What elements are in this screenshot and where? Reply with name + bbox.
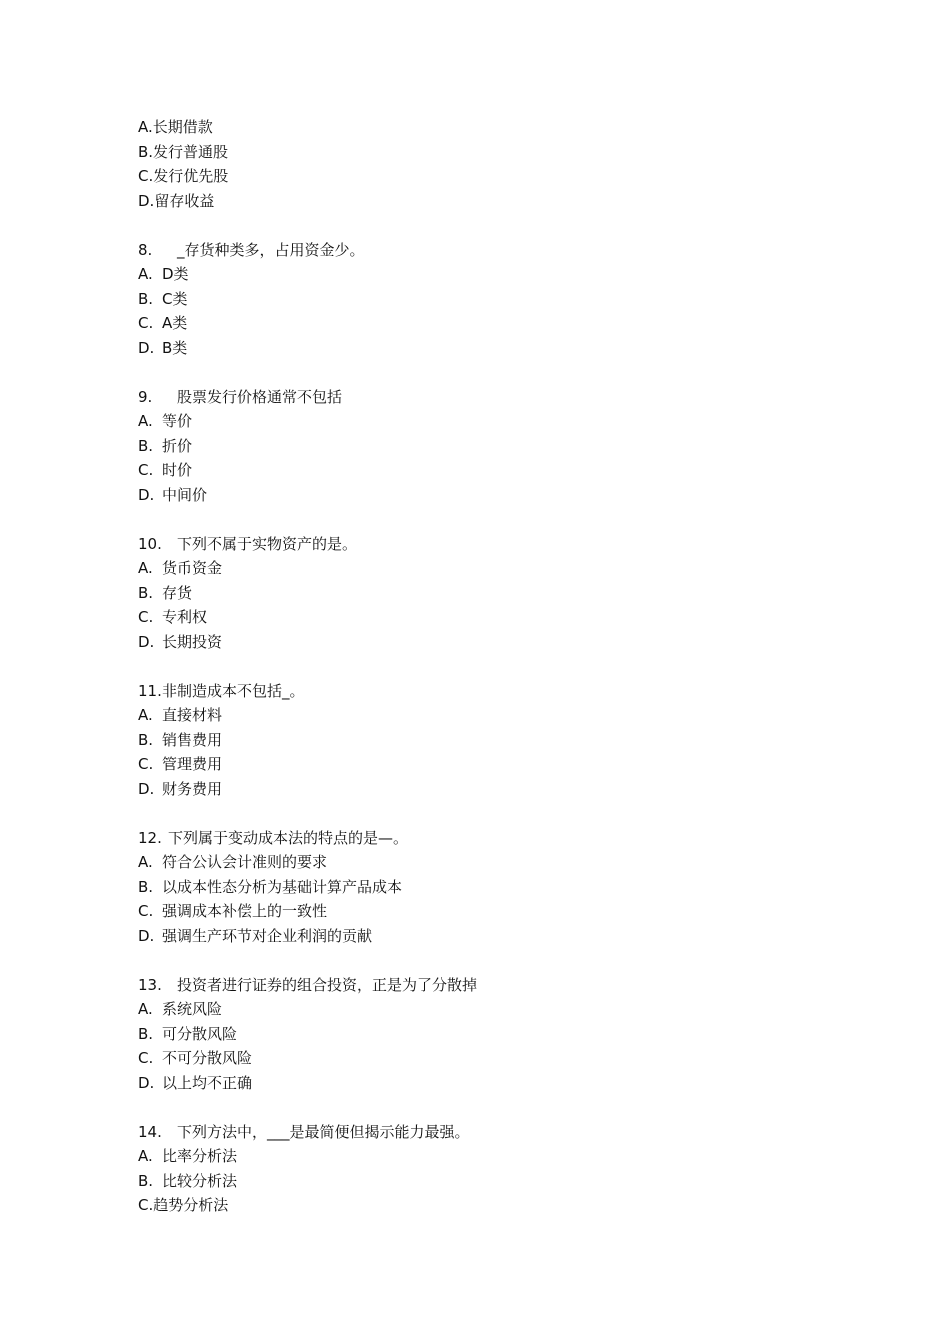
question-text: 投资者进行证券的组合投资，正是为了分散掉	[177, 975, 478, 994]
option-label: B.	[138, 583, 154, 602]
question-text: 股票发行价格通常不包括	[177, 387, 343, 406]
option-text: A类	[162, 314, 188, 332]
question-14-option-c: C.趋势分析法	[138, 1196, 229, 1214]
option-label: B.	[138, 436, 154, 455]
option-label: B.	[138, 1171, 154, 1190]
option-label: D.	[138, 338, 155, 357]
option-text: 中间价	[162, 485, 208, 504]
question-number: 12.	[138, 828, 162, 847]
option-text: 财务费用	[162, 779, 223, 798]
option-text: 不可分散风险	[162, 1049, 253, 1067]
option-label: A.	[138, 1147, 153, 1165]
option-text: 符合公认会计准则的要求	[162, 853, 328, 871]
question-10-option-a	[138, 556, 838, 581]
option-text: 折价	[162, 436, 193, 455]
spacer	[138, 801, 838, 826]
option-text: 以上均不正确	[162, 1073, 253, 1092]
option-label: C.	[138, 608, 154, 626]
question-13-stem	[138, 973, 838, 998]
option-text: 比较分析法	[162, 1171, 238, 1190]
question-10-stem	[138, 532, 838, 557]
question-14-option-b	[138, 1169, 838, 1194]
option-text: 强调成本补偿上的一致性	[162, 902, 328, 920]
option-text: 可分散风险	[162, 1024, 238, 1043]
question-list	[138, 115, 838, 1218]
lead-option-d: D.留存收益	[138, 191, 215, 210]
question-13-option-b	[138, 1022, 838, 1047]
spacer	[138, 507, 838, 532]
option-label: D.	[138, 779, 155, 798]
question-13-option-a	[138, 997, 838, 1022]
question-number: 10.	[138, 534, 162, 553]
option-label: B.	[138, 1024, 154, 1043]
question-number: 9.	[138, 387, 153, 406]
spacer	[138, 213, 838, 238]
spacer	[138, 360, 838, 385]
option-label: D.	[138, 632, 155, 651]
lead-option-b: B.发行普通股	[138, 142, 229, 161]
spacer	[138, 1095, 838, 1120]
question-text: 下列方法中，___是最简便但揭示能力最强。	[177, 1122, 470, 1141]
question-number: 8.	[138, 240, 153, 259]
question-13-option-d	[138, 1071, 838, 1096]
option-text: 比率分析法	[162, 1147, 238, 1165]
question-9-stem	[138, 385, 838, 410]
question-text: 非制造成本不包括_。	[162, 681, 305, 700]
question-10-option-c	[138, 605, 838, 630]
option-text: D类	[162, 265, 189, 283]
question-11-option-d	[138, 777, 838, 802]
option-label: C.	[138, 461, 154, 479]
question-8-option-b	[138, 287, 838, 312]
question-9-option-d	[138, 483, 838, 508]
question-8-option-c	[138, 311, 838, 336]
option-label: C.	[138, 755, 154, 773]
question-9-option-b	[138, 434, 838, 459]
question-9-option-a	[138, 409, 838, 434]
option-label: A.	[138, 265, 153, 283]
question-number: 11.	[138, 681, 162, 700]
option-text: 专利权	[162, 608, 208, 626]
option-label: D.	[138, 926, 155, 945]
option-label: C.	[138, 902, 154, 920]
option-text: B类	[162, 338, 188, 357]
option-label: A.	[138, 1000, 153, 1018]
question-number: 13.	[138, 975, 162, 994]
option-label: B.	[138, 289, 154, 308]
question-11-stem	[138, 679, 838, 704]
option-text: 系统风险	[162, 1000, 223, 1018]
lead-option-c: C.发行优先股	[138, 167, 229, 185]
option-label: D.	[138, 1073, 155, 1092]
option-label: D.	[138, 485, 155, 504]
question-11-option-a	[138, 703, 838, 728]
option-label: C.	[138, 1049, 154, 1067]
option-text: 长期投资	[162, 632, 223, 651]
option-text: C类	[162, 289, 188, 308]
question-number: 14.	[138, 1122, 162, 1141]
question-text: _存货种类多，占用资金少。	[177, 240, 365, 259]
option-text: 管理费用	[162, 755, 223, 773]
option-label: A.	[138, 853, 153, 871]
question-10-option-b	[138, 581, 838, 606]
question-8-stem	[138, 238, 838, 263]
question-12-option-c	[138, 899, 838, 924]
question-12-stem	[138, 826, 838, 851]
option-text: 货币资金	[162, 559, 223, 577]
option-text: 存货	[162, 583, 193, 602]
spacer	[138, 948, 838, 973]
option-text: 直接材料	[162, 706, 223, 724]
question-8-option-a	[138, 262, 838, 287]
question-10-option-d	[138, 630, 838, 655]
option-text: 强调生产环节对企业利润的贡献	[162, 926, 373, 945]
question-11-option-c	[138, 752, 838, 777]
spacer	[138, 654, 838, 679]
question-12-option-d	[138, 924, 838, 949]
question-13-option-c	[138, 1046, 838, 1071]
option-label: A.	[138, 412, 153, 430]
option-text: 等价	[162, 412, 193, 430]
question-8-option-d	[138, 336, 838, 361]
question-11-option-b	[138, 728, 838, 753]
option-label: B.	[138, 730, 154, 749]
option-text: 时价	[162, 461, 193, 479]
option-label: C.	[138, 314, 154, 332]
question-9-option-c	[138, 458, 838, 483]
question-12-option-b	[138, 875, 838, 900]
option-text: 销售费用	[162, 730, 223, 749]
lead-option-a: A.长期借款	[138, 118, 213, 136]
option-text: 以成本性态分析为基础计算产品成本	[162, 877, 403, 896]
question-14-option-a	[138, 1144, 838, 1169]
option-label: A.	[138, 559, 153, 577]
question-text: 下列属于变动成本法的特点的是—。	[168, 828, 409, 847]
option-label: B.	[138, 877, 154, 896]
question-12-option-a	[138, 850, 838, 875]
question-14-stem	[138, 1120, 838, 1145]
question-text: 下列不属于实物资产的是。	[177, 534, 358, 553]
option-label: A.	[138, 706, 153, 724]
